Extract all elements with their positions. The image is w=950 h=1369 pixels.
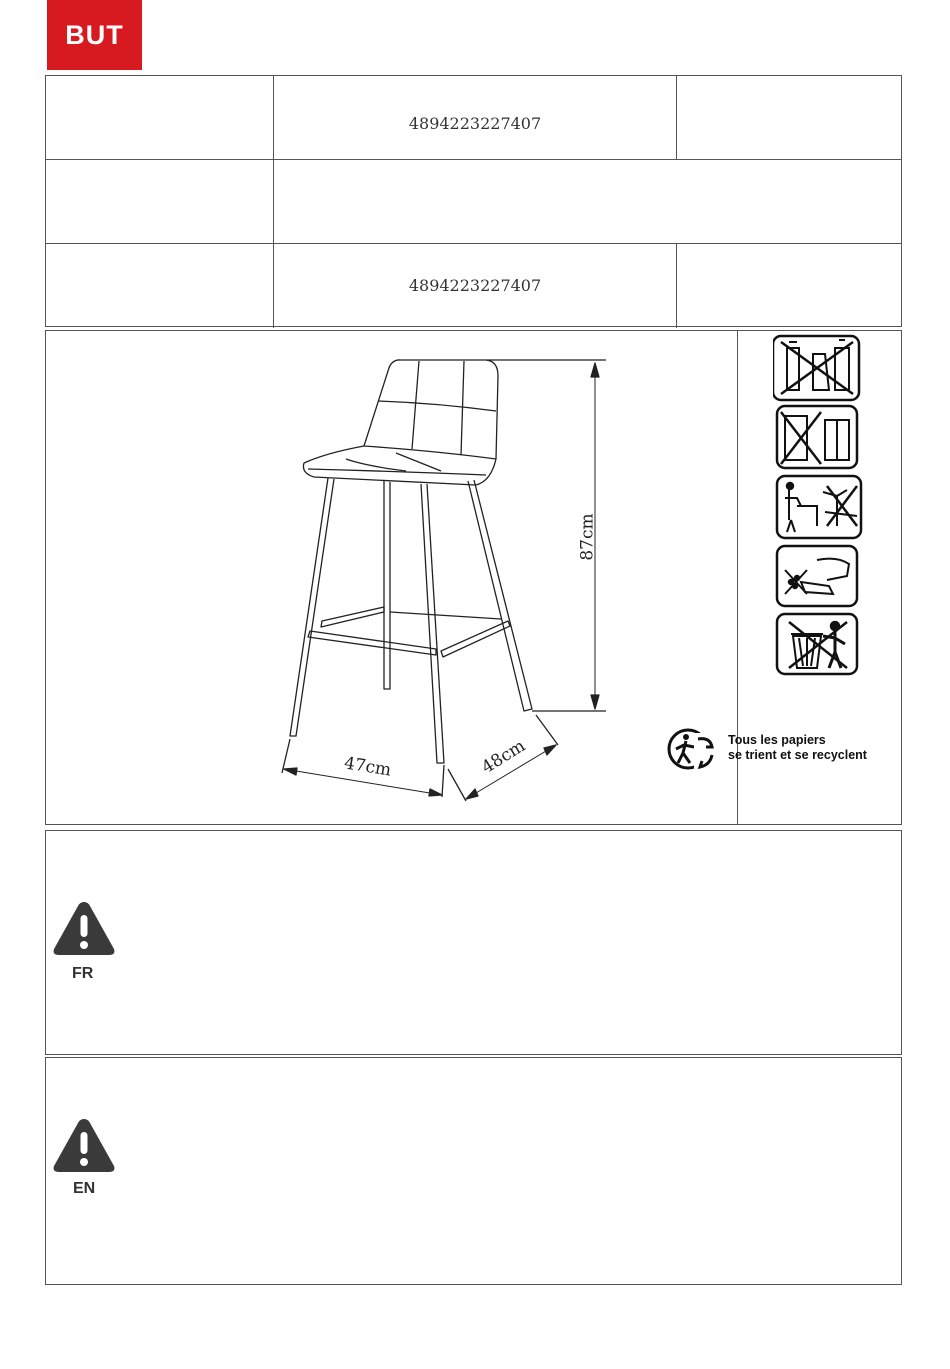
recycling-notice-line1: Tous les papiers [728,733,826,747]
warning-section-en [45,1057,902,1285]
info-row-1 [46,76,901,160]
info-cell-label [46,76,274,159]
brand-logo-text: BUT [65,19,124,50]
info-cell-wide [274,160,901,243]
info-row-2 [46,160,901,244]
warning-triangle-icon [51,899,117,959]
depth-dimension-label: 48cm [478,735,529,779]
info-cell-extra [677,244,901,328]
product-diagram-panel [45,330,902,825]
no-abrasive-cleaning-icon [777,546,857,606]
recycling-notice [728,733,867,763]
info-row-3 [46,244,901,328]
bar-stool-diagram [46,331,736,824]
no-outdoor-use-icon [777,406,857,468]
product-barcode-number: 4894223227407 [408,114,542,133]
info-cell-code [274,244,677,328]
brand-logo [47,0,142,70]
warning-section-fr [45,830,902,1055]
assemble-with-two-people-icon [777,476,861,538]
warning-triangle-icon [51,1116,117,1176]
info-cell-label [46,244,274,328]
product-info-table [45,75,902,327]
info-cell-label [46,160,274,243]
warning-language-label: FR [72,965,94,982]
no-chemical-cleaners-icon [773,336,859,400]
recycling-notice-line2: se trient et se recyclent [728,748,867,762]
width-dimension-label: 47cm [342,753,393,781]
product-barcode-number: 4894223227407 [408,276,542,295]
no-household-waste-icon [777,614,857,674]
warning-language-label: EN [73,1180,96,1197]
care-icons-column [773,334,863,679]
info-cell-extra [677,76,901,159]
recycling-triman-icon [666,725,718,773]
info-cell-code [274,76,677,159]
height-dimension-label: 87cm [577,513,598,561]
